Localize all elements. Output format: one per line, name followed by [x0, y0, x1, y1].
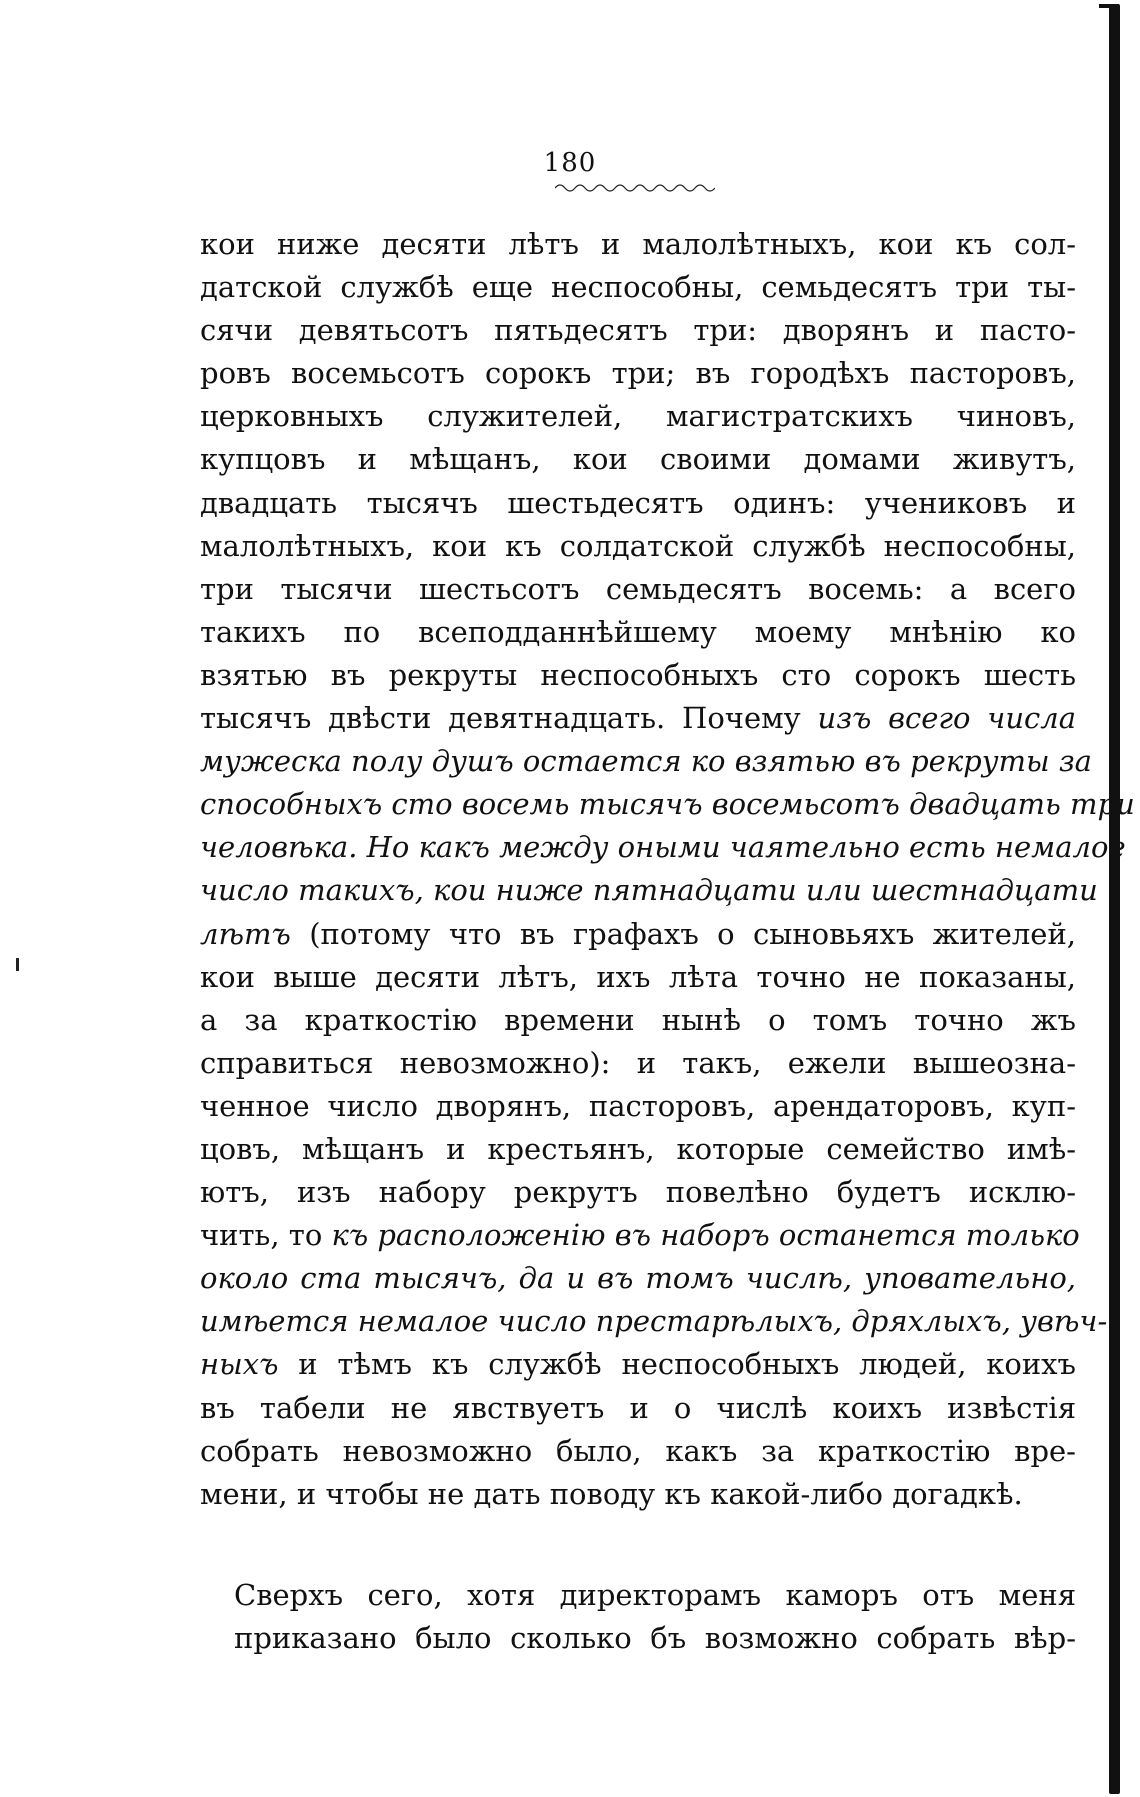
- text-segment: чить, то: [200, 1218, 332, 1253]
- paragraph: [234, 1574, 1076, 1660]
- text-line: [200, 654, 1076, 697]
- italic-text: около ста тысячъ, да и въ томъ числѣ, уповательно,: [200, 1261, 1076, 1296]
- text-line: [200, 223, 1076, 266]
- text-segment: ютъ, изъ набору рекрутъ повелѣно будетъ исклю-: [200, 1175, 1076, 1210]
- text-line: [200, 1473, 1076, 1516]
- italic-text: число такихъ, кои ниже пятнадцати или шестнадцати: [200, 873, 1098, 908]
- text-line: [200, 740, 1092, 783]
- text-segment: датской службѣ еще неспособны, семьдесятъ три ты-: [200, 270, 1076, 305]
- page-edge-rule: [1109, 4, 1120, 1794]
- text-line: [200, 266, 1076, 309]
- italic-text: способныхъ сто восемь тысячъ восемьсотъ двадцать три: [200, 787, 1135, 822]
- text-line: [200, 1214, 1080, 1257]
- text-segment: сячи девятьсотъ пятьдесятъ три: дворянъ и пасто-: [200, 313, 1076, 348]
- text-line: [200, 1300, 1108, 1343]
- text-segment: собрать невозможно было, какъ за краткостію вре-: [200, 1433, 1076, 1468]
- text-line: [200, 395, 1076, 438]
- text-segment: тысячъ двѣсти девятнадцать. Почему: [200, 701, 818, 736]
- text-line: [200, 309, 1076, 352]
- text-line: [200, 913, 1076, 956]
- text-segment: ченное число дворянъ, пасторовъ, арендаторовъ, куп-: [200, 1088, 1076, 1123]
- text-line: [200, 1343, 1076, 1386]
- text-segment: и тѣмъ къ службѣ неспособныхъ людей, коихъ: [278, 1347, 1076, 1382]
- paragraph-gap: [200, 1516, 1076, 1574]
- text-segment: малолѣтныхъ, кои къ солдатской службѣ неспособны,: [200, 528, 1076, 563]
- text-line: [200, 783, 1135, 826]
- text-segment: такихъ по всеподданнѣйшему моему мнѣнію ко: [200, 614, 1076, 649]
- text-line: [200, 611, 1076, 654]
- text-segment: въ табели не явствуетъ и о числѣ коихъ извѣстія: [200, 1390, 1076, 1425]
- italic-text: человѣка. Но какъ между оными чаятельно есть немалое: [200, 830, 1126, 865]
- text-segment: а за краткостію времени нынѣ о томъ точно жъ: [200, 1002, 1076, 1037]
- text-line: [200, 999, 1076, 1042]
- text-segment: приказано было сколько бъ возможно собрать вѣр-: [234, 1620, 1076, 1655]
- text-segment: цовъ, мѣщанъ и крестьянъ, которые семейство имѣ-: [200, 1131, 1076, 1166]
- text-line: [200, 1257, 1076, 1300]
- text-line: [200, 1128, 1076, 1171]
- italic-text: мужеска полу душъ остается ко взятью въ рекруты за: [200, 744, 1092, 779]
- italic-text: ныхъ: [200, 1347, 279, 1382]
- margin-mark: [16, 958, 19, 971]
- text-segment: кои выше десяти лѣтъ, ихъ лѣта точно не показаны,: [200, 959, 1076, 994]
- text-segment: ровъ восемьсотъ сорокъ три; въ городѣхъ пасторовъ,: [200, 356, 1076, 391]
- paragraph: [200, 223, 1135, 1516]
- header-ornament: [555, 182, 715, 194]
- text-segment: три тысячи шестьсотъ семьдесятъ восемь: а всего: [200, 571, 1076, 606]
- text-segment: взятью въ рекруты неспособныхъ сто сорокъ шесть: [200, 657, 1076, 692]
- italic-text: лѣтъ: [200, 916, 291, 951]
- text-line: [200, 482, 1076, 525]
- text-line: [200, 438, 1076, 481]
- text-line: [200, 1171, 1076, 1214]
- text-segment: мени, и чтобы не дать поводу къ какой-либо догадкѣ.: [200, 1476, 1023, 1511]
- text-segment: Сверхъ сего, хотя директорамъ каморъ отъ меня: [234, 1577, 1076, 1612]
- text-line: [200, 956, 1076, 999]
- body-text: [200, 223, 1135, 1660]
- text-line: [200, 1430, 1076, 1473]
- text-segment: (потому что въ графахъ о сыновьяхъ жителей,: [290, 916, 1076, 951]
- text-segment: кои ниже десяти лѣтъ и малолѣтныхъ, кои къ сол-: [200, 227, 1076, 261]
- text-line: [200, 1042, 1076, 1085]
- italic-text: къ расположенію въ наборъ останется только: [331, 1218, 1080, 1253]
- text-line: [200, 352, 1076, 395]
- text-segment: справиться невозможно): и такъ, ежели вышеозна-: [200, 1045, 1076, 1080]
- page-number: 180: [543, 148, 597, 178]
- text-line: [200, 525, 1076, 568]
- text-line: [200, 697, 1076, 740]
- text-line: [234, 1574, 1076, 1617]
- text-segment: купцовъ и мѣщанъ, кои своими домами живутъ,: [200, 442, 1076, 477]
- text-segment: двадцать тысячъ шестьдесятъ одинъ: учениковъ и: [200, 485, 1076, 520]
- text-line: [200, 1085, 1076, 1128]
- text-line: [200, 826, 1126, 869]
- text-segment: церковныхъ служителей, магистратскихъ чиновъ,: [200, 399, 1076, 434]
- text-line: [200, 1387, 1076, 1430]
- italic-text: имѣется немалое число престарѣлыхъ, дряхлыхъ, увѣч-: [200, 1304, 1108, 1339]
- text-line: [200, 568, 1076, 611]
- italic-text: изъ всего числа: [817, 701, 1076, 736]
- text-line: [234, 1617, 1076, 1660]
- text-line: [200, 869, 1098, 912]
